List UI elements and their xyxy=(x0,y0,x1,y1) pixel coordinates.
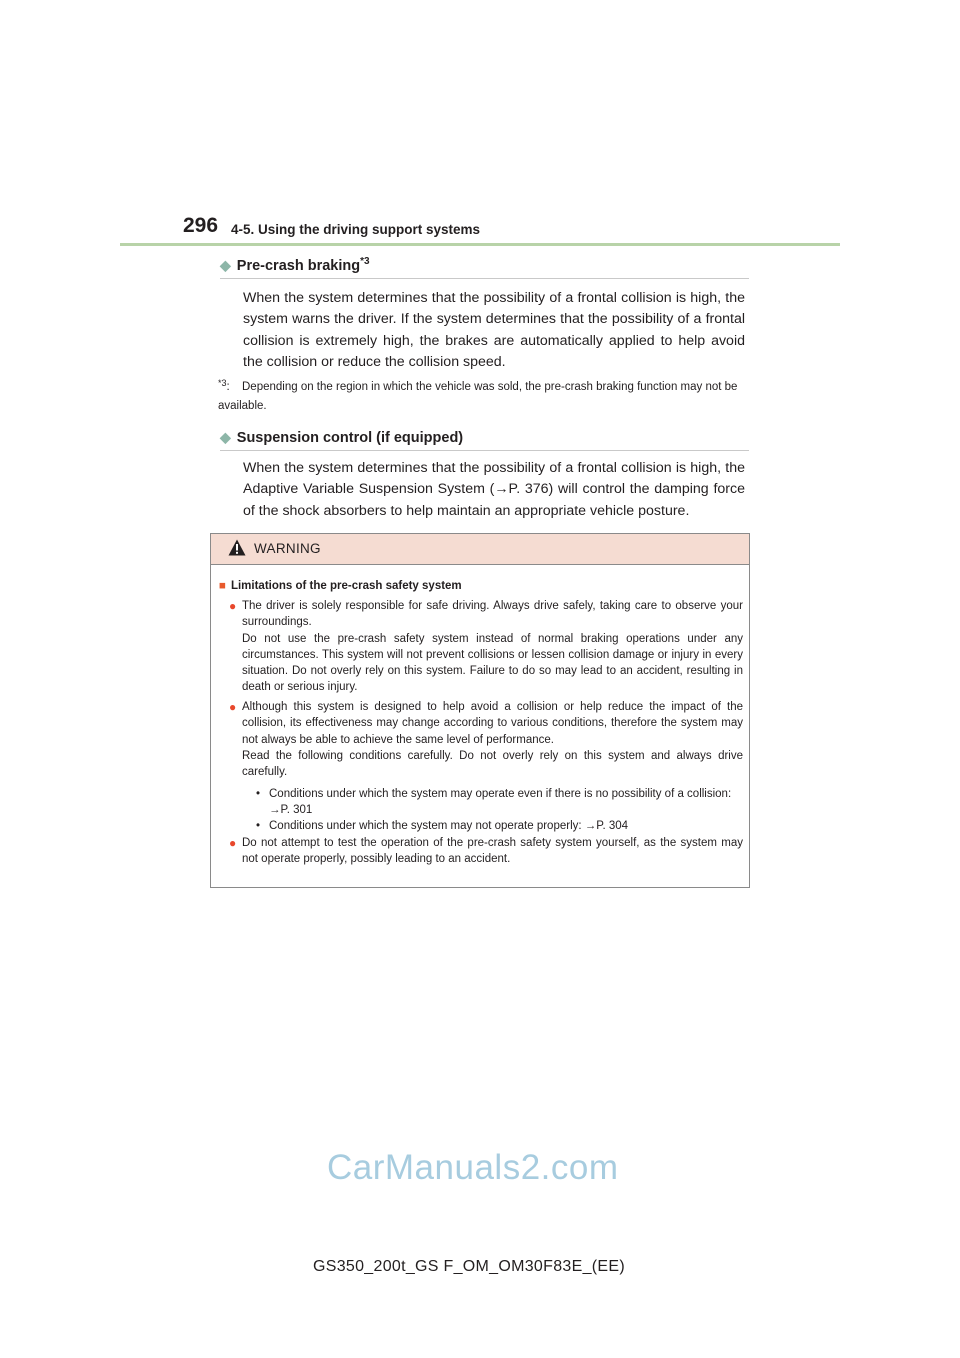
warning-item xyxy=(229,835,743,868)
warning-text: The driver is solely responsible for safe driving. Always drive safely, taking care to observe your surroundings. xyxy=(242,600,743,629)
warning-text: Although this system is designed to help avoid a collision or help reduce the impact of the collision, its effectiveness may change according to various conditions, therefore the system may not always be able to achieve the same level of performance. xyxy=(242,701,743,746)
diamond-icon: ◆ xyxy=(220,257,231,273)
warning-bullet: • Conditions under which the system may not operate properly: →P. 304 xyxy=(256,818,743,834)
heading-suspension-control xyxy=(220,428,463,447)
circle-bullet-icon: ● xyxy=(229,836,237,850)
bullet-text: Conditions under which the system may operate even if there is no possibility of a collision: →P. 301 xyxy=(269,788,732,817)
warning-text: Do not use the pre-crash safety system instead of normal braking operations under any circumstances. This system will not prevent collisions or lessen collision damage or injury in every situation. Do not overly rely on this system. Failure to do so may lead to an accident, resulting in death or serious injury. xyxy=(242,632,743,694)
header-divider xyxy=(120,243,840,246)
page-number: 296 xyxy=(183,214,219,237)
section-body: When the system determines that the possibility of a frontal collision is high, the Adaptive Variable Suspension System (→P. 376) will control the damping force of the shock absorbers to help maintain an appropriate vehicle posture. xyxy=(243,460,745,519)
warning-box xyxy=(210,533,750,888)
document-code: GS350_200t_GS F_OM_OM30F83E_(EE) xyxy=(313,1258,625,1275)
heading-divider xyxy=(220,450,749,451)
section-body: When the system determines that the possibility of a frontal collision is high, the system warns the driver. If the system determines that the possibility of a frontal collision is extremely high, the brakes are automatically applied to help avoid the collision or reduce the collision speed. xyxy=(243,290,745,370)
warning-header xyxy=(211,534,749,565)
circle-bullet-icon: ● xyxy=(229,599,237,613)
bullet-text: Conditions under which the system may not operate properly: →P. 304 xyxy=(269,820,629,832)
section-title: 4-5. Using the driving support systems xyxy=(231,222,481,237)
footnote xyxy=(218,378,746,416)
warning-subheading: ■ Limitations of the pre-crash safety system xyxy=(219,580,462,592)
heading-divider xyxy=(220,278,749,279)
heading-text: Pre-crash braking xyxy=(236,258,361,274)
diamond-icon: ◆ xyxy=(220,429,231,445)
warning-bullet: • Conditions under which the system may operate even if there is no possibility of a collision: →P. 301 xyxy=(256,786,743,819)
footnote-mark: $^{*3}$: xyxy=(218,378,230,393)
watermark: CarManuals2.com xyxy=(327,1148,619,1187)
warning-text: Do not attempt to test the operation of the pre-crash safety system yourself, as the system may not operate properly, possibly leading to an accident. xyxy=(242,837,743,866)
heading-pre-crash-braking xyxy=(220,256,370,275)
heading-footnote-mark: *3 xyxy=(360,256,370,267)
warning-item xyxy=(229,699,743,780)
circle-bullet-icon: ● xyxy=(229,700,237,714)
warning-text: Read the following conditions carefully. Do not overly rely on this system and always drive carefully. xyxy=(242,749,743,779)
footnote-text: Depending on the region in which the vehicle was sold, the pre-crash braking function may not be available. xyxy=(218,381,738,412)
warning-item xyxy=(229,598,743,696)
warning-title: WARNING xyxy=(254,541,321,556)
heading-text: Suspension control (if equipped) xyxy=(236,430,464,446)
warning-triangle-icon xyxy=(228,539,246,556)
square-bullet-icon: ■ xyxy=(219,580,226,592)
